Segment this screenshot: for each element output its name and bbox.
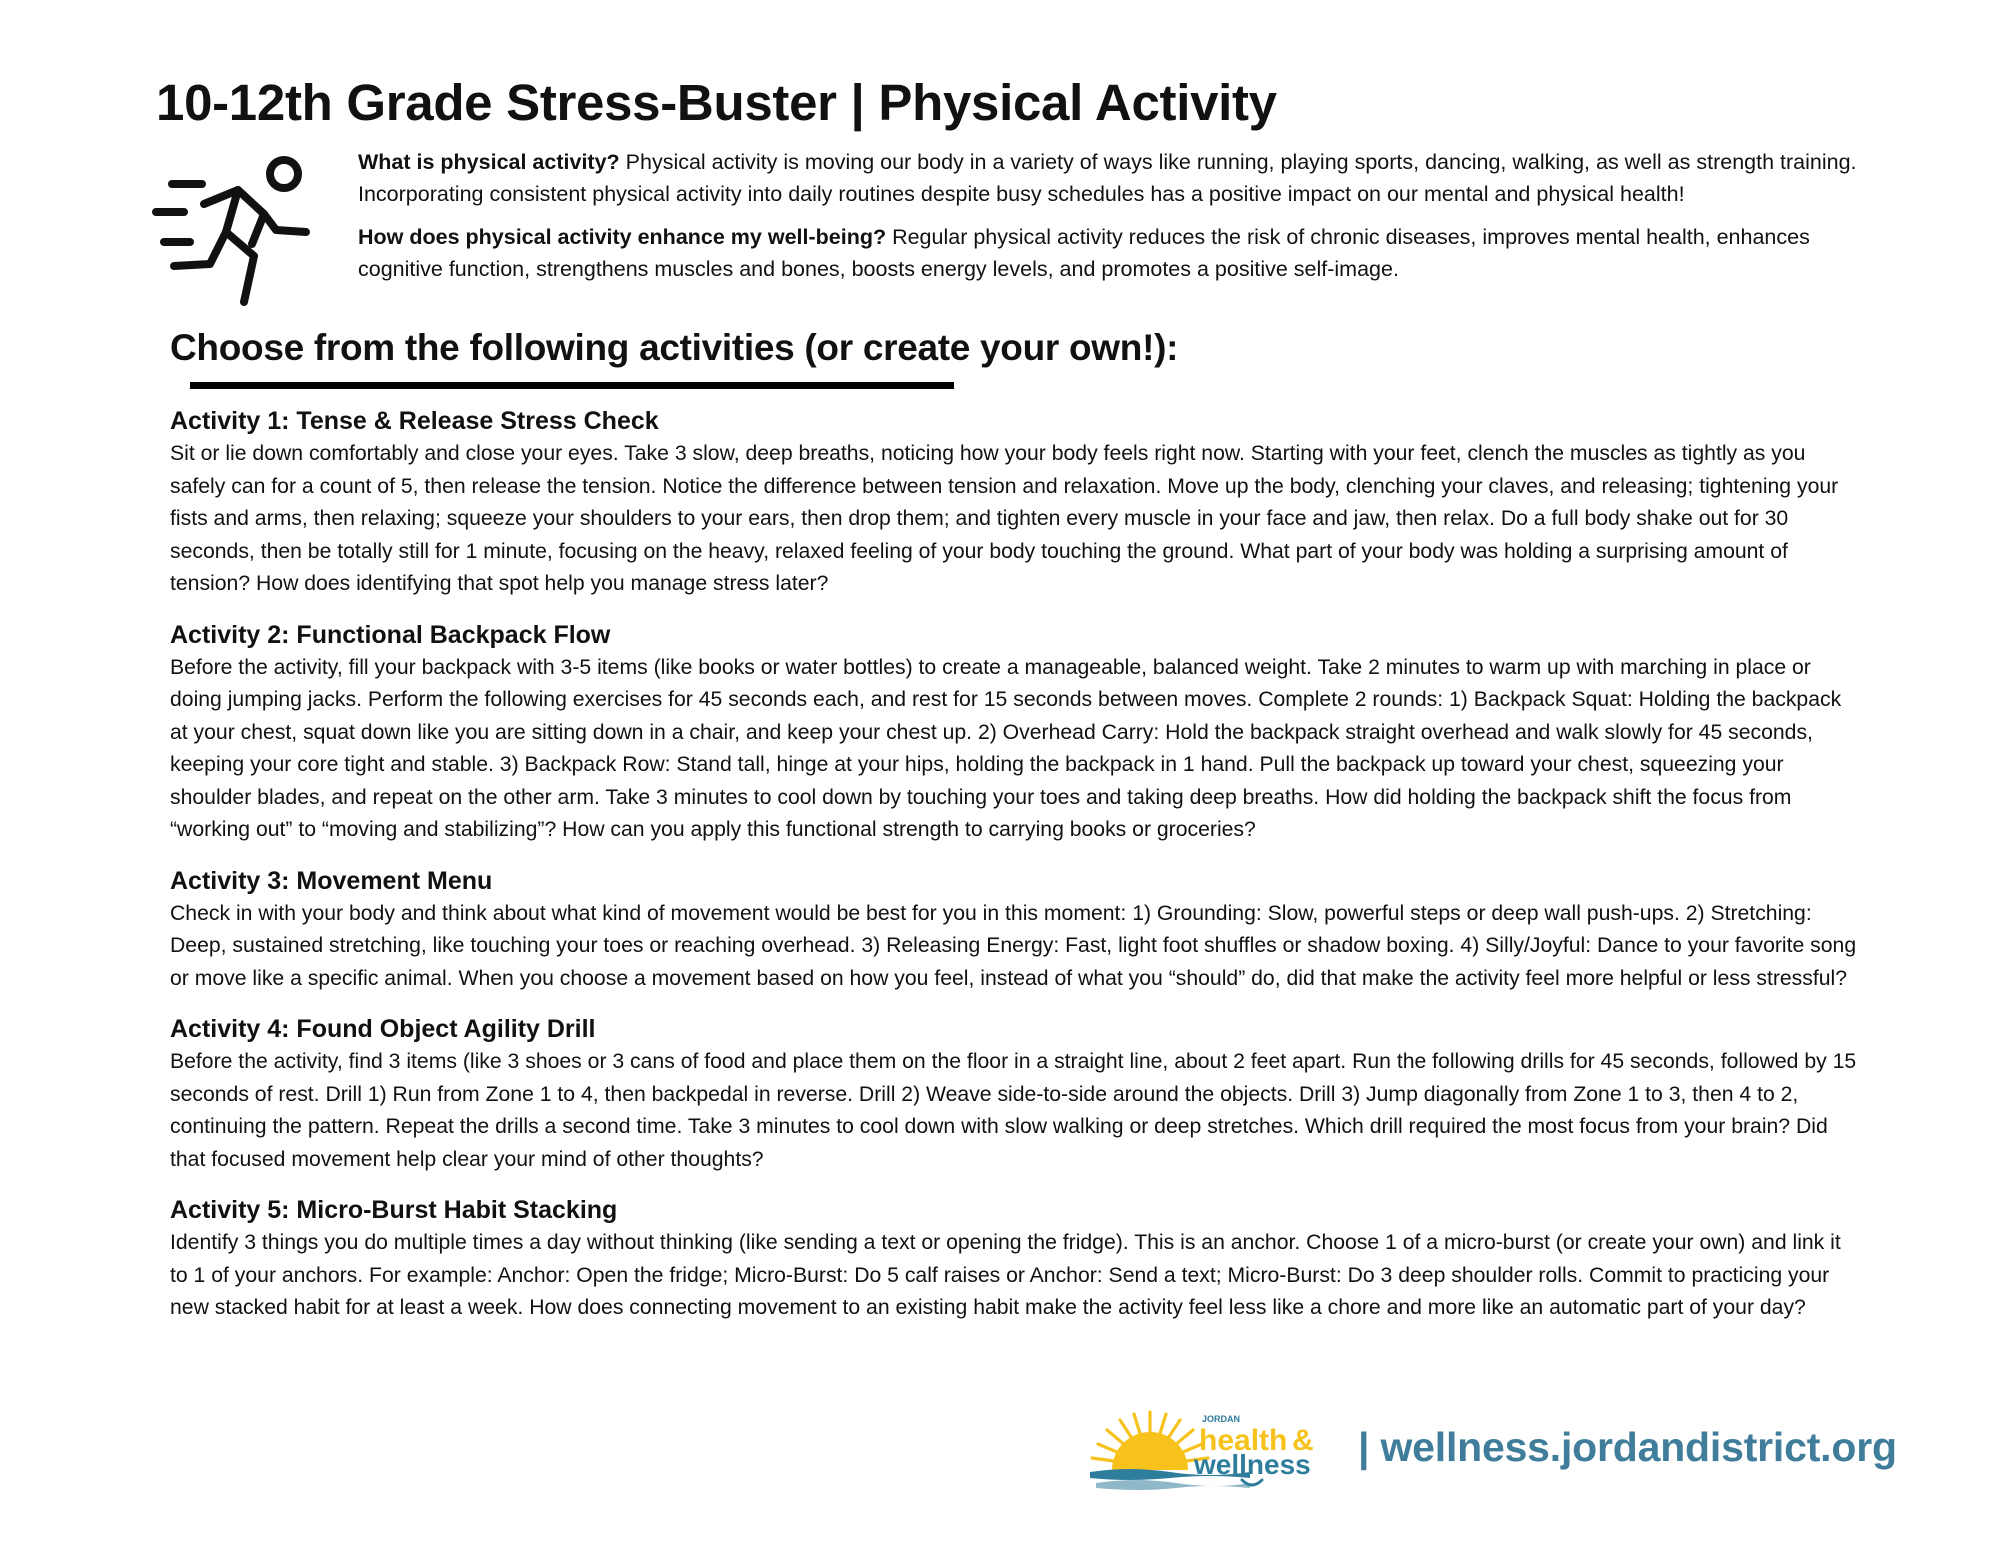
page-title: 10-12th Grade Stress-Buster | Physical Activity [156, 74, 1277, 131]
logo-small-text: JORDAN [1202, 1414, 1241, 1424]
activity-list [170, 404, 1860, 1342]
activity-body: Identify 3 things you do multiple times a day without thinking (like sending a text or opening the fridge). This is an anchor. Choose 1 of a micro-burst (or create your own) and link it to 1 of your anchors. For example: Anchor: Open the fridge; Micro-Burst: Do 5 calf raises or Anchor: Send a text; Micro-Burst: Do 3 deep shoulder rolls. Commit to practicing your new stacked habit for at least a week. How does connecting movement to an existing habit make the activity feel less like a chore and more like an automatic part of your day? [170, 1231, 1841, 1319]
activity-item [170, 864, 1860, 996]
activity-body: Before the activity, fill your backpack with 3-5 items (like books or water bottles) to create a manageable, balanced weight. Take 2 minutes to warm up with marching in place or doing jumping jacks. Perform the following exercises for 45 seconds each, and rest for 15 seconds between moves. Complete 2 rounds: 1) Backpack Squat: Holding the backpack at your chest, squat down like you are sitting down in a chair, and keep your chest up. 2) Overhead Carry: Hold the backpack straight overhead and walk slowly for 45 seconds, keeping your core tight and stable. 3) Backpack Row: Stand tall, hinge at your hips, holding the backpack in 1 hand. Pull the backpack up toward your chest, squeezing your shoulder blades, and repeat on the other arm. Take 3 minutes to cool down by touching your toes and taking deep breaths. How did holding the backpack shift the focus from “working out” to “moving and stabilizing”? How can you apply this functional strength to carrying books or groceries? [170, 655, 1842, 841]
intro-what-is-text: Physical activity is moving our body in a variety of ways like running, playing sports, dancing, walking, as well as strength training. Incorporating consistent physical activity into daily routines despite busy schedules has a positive impact on our mental and physical health! [358, 150, 1857, 206]
jordan-health-wellness-logo [1090, 1408, 1340, 1492]
activity-item [170, 618, 1860, 847]
activity-item [170, 404, 1860, 601]
intro-what-is [358, 146, 1858, 210]
activity-title: Activity 1: Tense & Release Stress Check [170, 407, 659, 435]
intro-what-is-label: What is physical activity? [358, 150, 620, 174]
activity-body: Check in with your body and think about what kind of movement would be best for you in this moment: 1) Grounding: Slow, powerful steps or deep wall push-ups. 2) Stretching: Deep, sustained stretching, like touching your toes or reaching overhead. 3) Releasing Energy: Fast, light foot shuffles or shadow boxing. 4) Silly/Joyful: Dance to your favorite song or move like a specific animal. When you choose a movement based on how you feel, instead of what you “should” do, did that make the activity feel more helpful or less stressful? [170, 901, 1857, 990]
logo-wellness-text: wellness [1194, 1449, 1311, 1480]
intro-how-enhance-text: Regular physical activity reduces the risk of chronic diseases, improves mental health, enhances cognitive function, strengthens muscles and bones, boosts energy levels, and promotes a positive self-image. [358, 225, 1810, 281]
running-person-icon [152, 152, 322, 322]
intro-section [358, 146, 1858, 296]
heading-underline [190, 382, 954, 389]
activity-body: Sit or lie down comfortably and close your eyes. Take 3 slow, deep breaths, noticing how your body feels right now. Starting with your feet, clench the muscles as tightly as you safely can for a count of 5, then release the tension. Notice the difference between tension and relaxation. Move up the body, clenching your claves, and releasing; tightening your fists and arms, then relaxing; squeeze your shoulders to your ears, then drop them; and tighten every muscle in your face and jaw, then relax. Do a full body shake out for 30 seconds, then be totally still for 1 minute, focusing on the heavy, relaxed feeling of your body touching the ground. What part of your body was holding a surprising amount of tension? How does identifying that spot help you manage stress later? [170, 442, 1839, 595]
section-heading: Choose from the following activities (or create your own!): [170, 327, 1179, 368]
activity-title: Activity 5: Micro-Burst Habit Stacking [170, 1196, 618, 1224]
activity-item [170, 1193, 1860, 1325]
intro-how-enhance-label: How does physical activity enhance my well-being? [358, 225, 887, 249]
activity-title: Activity 2: Functional Backpack Flow [170, 620, 611, 649]
activity-body: Before the activity, find 3 items (like 3 shoes or 3 cans of food and place them on the floor in a straight line, about 2 feet apart. Run the following drills for 45 seconds, followed by 15 seconds of rest. Drill 1) Run from Zone 1 to 4, then backpedal in reverse. Drill 2) Weave side-to-side around the objects. Drill 3) Jump diagonally from Zone 1 to 3, then 4 to 2, continuing the pattern. Repeat the drills a second time. Take 3 minutes to cool down with slow walking or deep stretches. Which drill required the most focus from your brain? Did that focused movement help clear your mind of other thoughts? [170, 1050, 1857, 1171]
activity-item [170, 1012, 1860, 1176]
logo-smile-icon [1242, 1480, 1262, 1485]
intro-how-enhance [358, 221, 1858, 285]
logo-ampersand: & [1292, 1424, 1314, 1457]
logo-health-text: health [1199, 1424, 1288, 1457]
activity-title: Activity 3: Movement Menu [170, 866, 493, 895]
activity-title: Activity 4: Found Object Agility Drill [170, 1015, 596, 1043]
footer-website[interactable]: | wellness.jordandistrict.org [1358, 1424, 1897, 1470]
